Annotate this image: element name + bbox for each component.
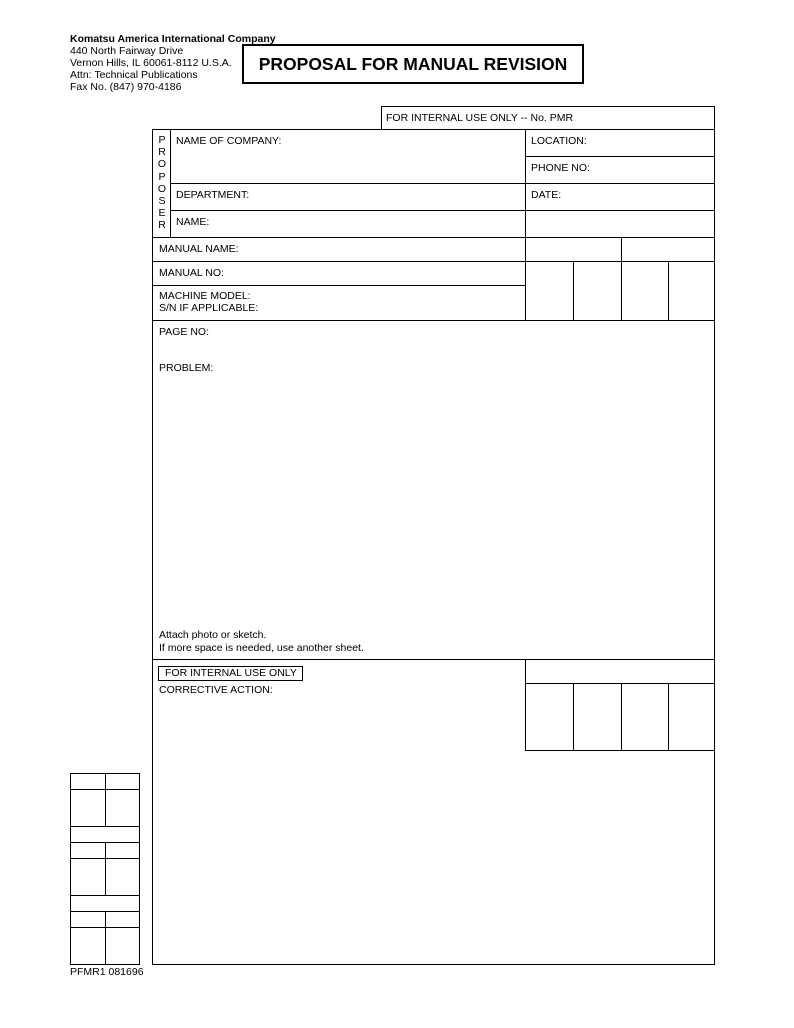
proposer-letter: P <box>158 170 166 183</box>
location-field-label: LOCATION: <box>531 135 587 147</box>
address-line-1: 440 North Fairway Drive <box>70 45 184 57</box>
internal-use-pmr-label: FOR INTERNAL USE ONLY -- No. PMR <box>386 112 574 124</box>
company-name: Komatsu America International Company <box>70 33 276 45</box>
proposer-letter: O <box>157 158 167 171</box>
proposer-letter: O <box>157 182 167 195</box>
corrective-action-label: CORRECTIVE ACTION: <box>159 684 273 696</box>
form-title-box <box>242 44 584 84</box>
attach-photo-note: Attach photo or sketch. <box>159 629 267 641</box>
address-line-2: Vernon Hills, IL 60061-8112 U.S.A. <box>70 57 232 69</box>
form-code: PFMR1 081696 <box>70 966 144 978</box>
company-name-field-label: NAME OF COMPANY: <box>176 135 282 147</box>
form-title: PROPOSAL FOR MANUAL REVISION <box>258 53 568 74</box>
attn-line: Attn: Technical Publications <box>70 69 198 81</box>
proposer-letter: P <box>158 134 166 146</box>
name-field-label: NAME: <box>176 216 210 228</box>
date-field-label: DATE: <box>531 189 562 201</box>
phone-field-label: PHONE NO: <box>531 162 590 174</box>
proposer-letter: R <box>158 146 166 159</box>
page-no-label: PAGE NO: <box>159 326 209 338</box>
fax-line: Fax No. (847) 970-4186 <box>70 81 182 93</box>
department-field-label: DEPARTMENT: <box>176 189 250 201</box>
serial-number-label: S/N IF APPLICABLE: <box>159 302 259 314</box>
internal-use-only-label: FOR INTERNAL USE ONLY <box>165 667 297 679</box>
machine-model-label: MACHINE MODEL: <box>159 290 251 302</box>
proposer-letter: R <box>158 219 166 232</box>
problem-label: PROBLEM: <box>159 362 214 374</box>
proposer-vertical-label <box>154 134 170 232</box>
proposer-letter: E <box>158 207 166 220</box>
manual-name-label: MANUAL NAME: <box>159 243 239 255</box>
more-space-note: If more space is needed, use another sheet. <box>159 642 364 654</box>
proposer-letter: S <box>158 195 166 208</box>
internal-use-only-tag <box>158 666 303 681</box>
manual-no-label: MANUAL NO: <box>159 267 224 279</box>
